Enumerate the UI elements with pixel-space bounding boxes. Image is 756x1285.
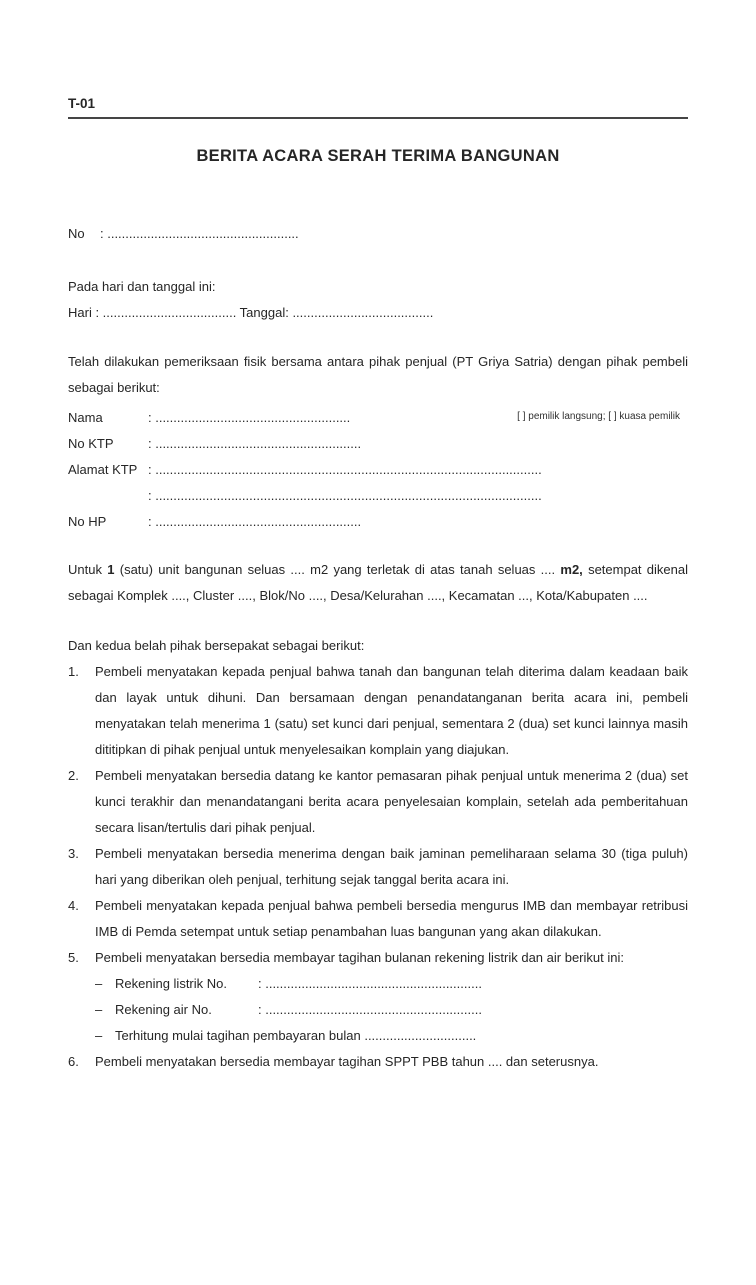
unit-segment: setempat dikenal sebagai Komplek ...., Cluster ...., Blok/No ...., Desa/Kelurahan ...., Kecamatan ..., Kota/Kabupaten .... bbox=[68, 562, 688, 603]
item-text: Pembeli menyatakan bersedia menerima dengan baik jaminan pemeliharaan selama 30 (tiga puluh) hari yang diberikan oleh penjual, terhitung sejak tanggal berita acara ini. bbox=[95, 846, 688, 887]
field-label: Alamat KTP bbox=[68, 462, 138, 477]
field-row-alamat-ktp-cont bbox=[68, 483, 688, 509]
document-title: BERITA ACARA SERAH TERIMA BANGUNAN bbox=[196, 147, 560, 165]
agreement-intro: Dan kedua belah pihak bersepakat sebagai berikut: bbox=[68, 638, 365, 653]
item-text: Pembeli menyatakan bersedia membayar tagihan bulanan rekening listrik dan air berikut ini: bbox=[95, 950, 624, 965]
field-row-alamat-ktp bbox=[68, 457, 688, 483]
field-row-nama bbox=[68, 405, 688, 431]
item-text: Pembeli menyatakan bersedia datang ke kantor pemasaran pihak penjual untuk menerima 2 (dua) set kunci terakhir dan menandatangani berita acara penyelesaian komplain, setelah ada pemberitahuan secara lisan/tertulis dari pihak penjual. bbox=[95, 768, 688, 835]
sub-item-rekening-listrik bbox=[68, 971, 688, 997]
party-fields bbox=[68, 405, 688, 535]
date-line: Hari : ..................................... Tanggal: ....................................... bbox=[68, 305, 434, 320]
sub-item-terhitung-mulai bbox=[68, 1023, 688, 1049]
field-row-no-ktp bbox=[68, 431, 688, 457]
field-blank: : ......................................................... bbox=[148, 514, 362, 529]
sub-item-blank: : ............................................................ bbox=[258, 976, 482, 991]
sub-item-label: Rekening listrik No. bbox=[115, 976, 227, 991]
field-blank: : ........................................................................................................... bbox=[148, 462, 542, 477]
document-page bbox=[0, 96, 756, 1285]
list-item-3 bbox=[68, 841, 688, 893]
intro-paragraph: Telah dilakukan pemeriksaan fisik bersama antara pihak penjual (PT Griya Satria) dengan pihak pembeli sebagai berikut: bbox=[68, 354, 688, 395]
item-text: Pembeli menyatakan kepada penjual bahwa pembeli bersedia mengurus IMB dan membayar retribusi IMB di Pemda setempat untuk setiap penambahan luas bangunan yang akan dilakukan. bbox=[95, 898, 688, 939]
item-number: 5. bbox=[68, 950, 79, 965]
dash-bullet: – bbox=[95, 1028, 103, 1043]
unit-segment-bold: 1 bbox=[107, 562, 115, 577]
field-row-no-hp bbox=[68, 509, 688, 535]
agreement-list bbox=[68, 659, 688, 1075]
form-code: T-01 bbox=[68, 96, 688, 119]
field-label: Nama bbox=[68, 410, 103, 425]
list-item-5 bbox=[68, 945, 688, 971]
sub-item-blank: : ............................................................ bbox=[258, 1002, 482, 1017]
list-item-1 bbox=[68, 659, 688, 763]
unit-paragraph bbox=[68, 557, 688, 609]
number-line bbox=[68, 221, 688, 247]
list-item-4 bbox=[68, 893, 688, 945]
dash-bullet: – bbox=[95, 976, 103, 991]
field-label: No HP bbox=[68, 514, 107, 529]
item-number: 2. bbox=[68, 768, 79, 783]
field-label bbox=[68, 483, 148, 509]
number-blank: : ..................................................... bbox=[100, 226, 299, 241]
unit-segment: Untuk bbox=[68, 562, 108, 577]
unit-segment: (satu) unit bangunan seluas .... m2 yang terletak di atas tanah seluas .... bbox=[114, 562, 561, 577]
number-label: No bbox=[68, 226, 85, 241]
sub-item-rekening-air bbox=[68, 997, 688, 1023]
item-number: 1. bbox=[68, 664, 79, 679]
sub-item-label: Terhitung mulai tagihan pembayaran bulan ............................... bbox=[115, 1028, 477, 1043]
list-item-2 bbox=[68, 763, 688, 841]
sub-item-label: Rekening air No. bbox=[115, 1002, 212, 1017]
dash-bullet: – bbox=[95, 1002, 103, 1017]
item-text: Pembeli menyatakan kepada penjual bahwa tanah dan bangunan telah diterima dalam keadaan baik dan layak untuk dihuni. Dan bersamaan dengan penandatanganan berita acara ini, pembeli menyatakan telah menerima 1 (satu) set kunci dari penjual, sementara 2 (dua) set kunci lainnya masih dititipkan di pihak penjual untuk menyelesaikan komplain yang diajukan. bbox=[95, 664, 688, 757]
field-label: No KTP bbox=[68, 436, 114, 451]
item-number: 6. bbox=[68, 1054, 79, 1069]
list-item-6 bbox=[68, 1049, 688, 1075]
unit-segment-bold: m2, bbox=[560, 562, 583, 577]
field-blank: : ......................................................... bbox=[148, 436, 362, 451]
item-text: Pembeli menyatakan bersedia membayar tagihan SPPT PBB tahun .... dan seterusnya. bbox=[95, 1054, 599, 1069]
date-intro: Pada hari dan tanggal ini: bbox=[68, 279, 216, 294]
item-number: 3. bbox=[68, 846, 79, 861]
field-blank: : ...................................................... bbox=[148, 410, 351, 425]
item-number: 4. bbox=[68, 898, 79, 913]
ownership-checkboxes: [ ] pemilik langsung; [ ] kuasa pemilik bbox=[517, 411, 680, 422]
field-blank: : ........................................................................................................... bbox=[148, 488, 542, 503]
